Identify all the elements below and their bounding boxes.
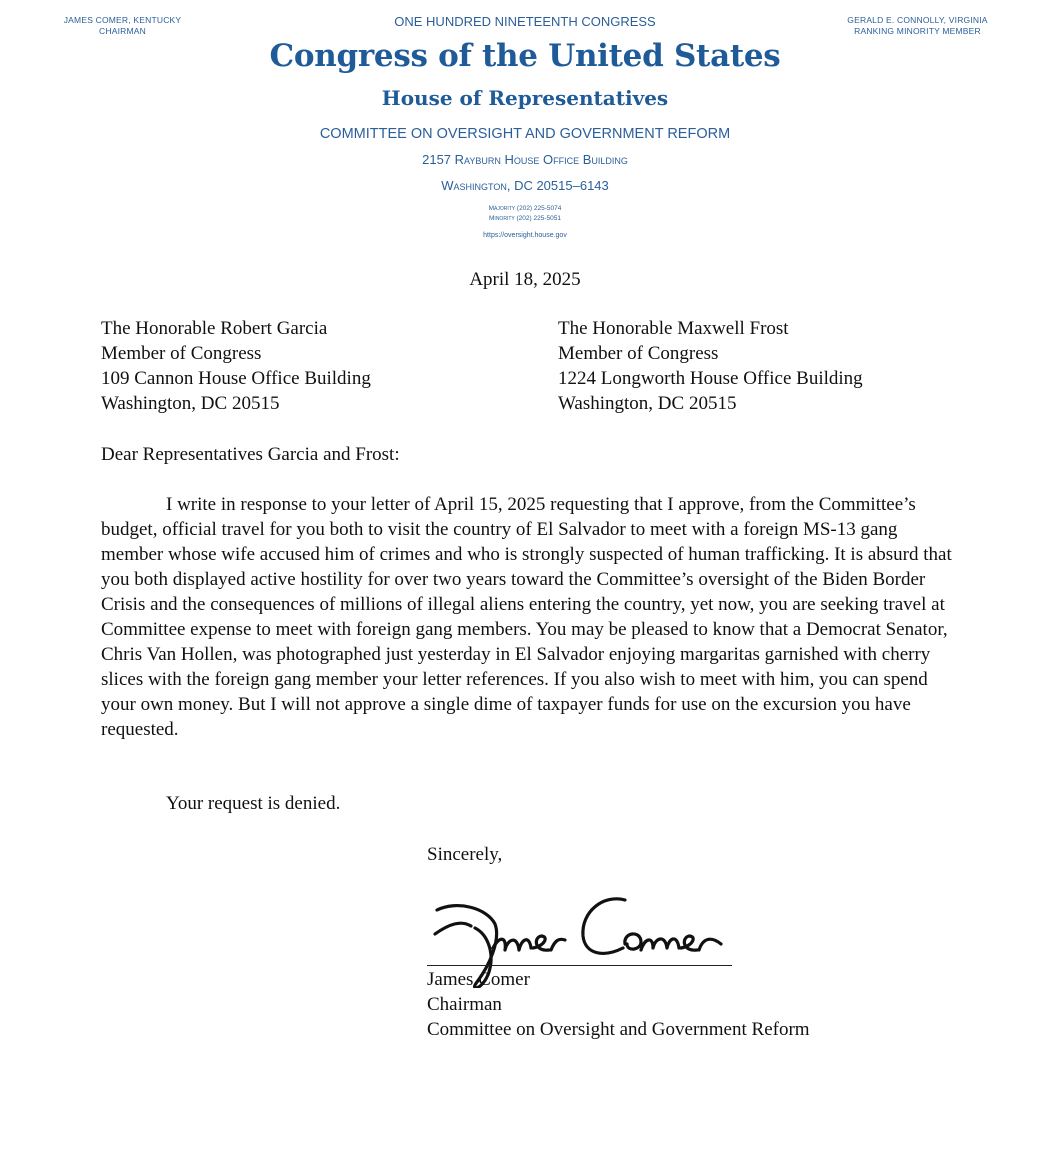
addressee-name: The Honorable Maxwell Frost: [558, 318, 789, 339]
closing: Sincerely,: [427, 844, 503, 865]
congress-number: ONE HUNDRED NINETEENTH CONGRESS: [394, 14, 656, 29]
signer-title: Chairman: [427, 994, 502, 1015]
signer-block: [427, 967, 810, 1042]
signature-line: [427, 965, 732, 966]
ranking-member-label: [825, 15, 1010, 37]
addressee-office: 109 Cannon House Office Building: [101, 368, 371, 389]
addressee-title: Member of Congress: [101, 343, 262, 364]
body-paragraph: I write in response to your letter of April 15, 2025 requesting that I approve, from the Committee’s budget, official travel for you both to visit the country of El Salvador to meet with a foreign MS-13 gang member whose wife accused him of crimes and who is strongly suspected of human trafficking. It is absurd that you both displayed active hostility for over two years toward the Committee’s oversight of the Biden Border Crisis and the consequences of millions of illegal aliens entering the country, yet now, you are seeking travel at Committee expense to meet with foreign gang members. You may be pleased to know that a Democrat Senator, Chris Van Hollen, was photographed just yesterday in El Salvador enjoying margaritas garnished with cherry slices with the foreign gang member your letter references. If you also wish to meet with him, you can spend your own money. But I will not approve a single dime of taxpayer funds for use on the excursion you have requested.: [101, 494, 952, 740]
ranking-member-name: GERALD E. CONNOLLY, VIRGINIA: [847, 15, 988, 25]
letter-date: April 18, 2025: [469, 269, 581, 290]
salutation: Dear Representatives Garcia and Frost:: [101, 444, 400, 465]
committee-name: COMMITTEE ON OVERSIGHT AND GOVERNMENT REFORM: [319, 126, 731, 142]
congress-title: Congress of the United States: [269, 38, 781, 74]
addressee-garcia: [101, 316, 371, 416]
minority-phone: Minority (202) 225-5051: [489, 214, 561, 222]
majority-phone: Majority (202) 225-5074: [488, 205, 562, 212]
ranking-member-title: RANKING MINORITY MEMBER: [854, 26, 981, 36]
office-city: Washington, DC 20515–6143: [441, 178, 609, 193]
addressee-office: 1224 Longworth House Office Building: [558, 368, 863, 389]
chairman-title: CHAIRMAN: [99, 26, 146, 36]
website-link[interactable]: https://oversight.house.gov: [483, 232, 567, 239]
addressee-frost: [558, 316, 863, 416]
office-building: 2157 Rayburn House Office Building: [422, 152, 628, 167]
signer-committee: Committee on Oversight and Government Reform: [427, 1019, 810, 1040]
chairman-label: [30, 15, 215, 37]
signer-name: James Comer: [427, 969, 530, 990]
addressee-city: Washington, DC 20515: [101, 393, 280, 414]
phone-numbers: [300, 204, 750, 223]
house-title: House of Representatives: [381, 86, 669, 110]
addressee-name: The Honorable Robert Garcia: [101, 318, 328, 339]
body-paragraph-denial: Your request is denied.: [166, 793, 341, 814]
addressee-title: Member of Congress: [558, 343, 719, 364]
addressee-city: Washington, DC 20515: [558, 393, 737, 414]
chairman-name: JAMES COMER, KENTUCKY: [63, 15, 182, 25]
